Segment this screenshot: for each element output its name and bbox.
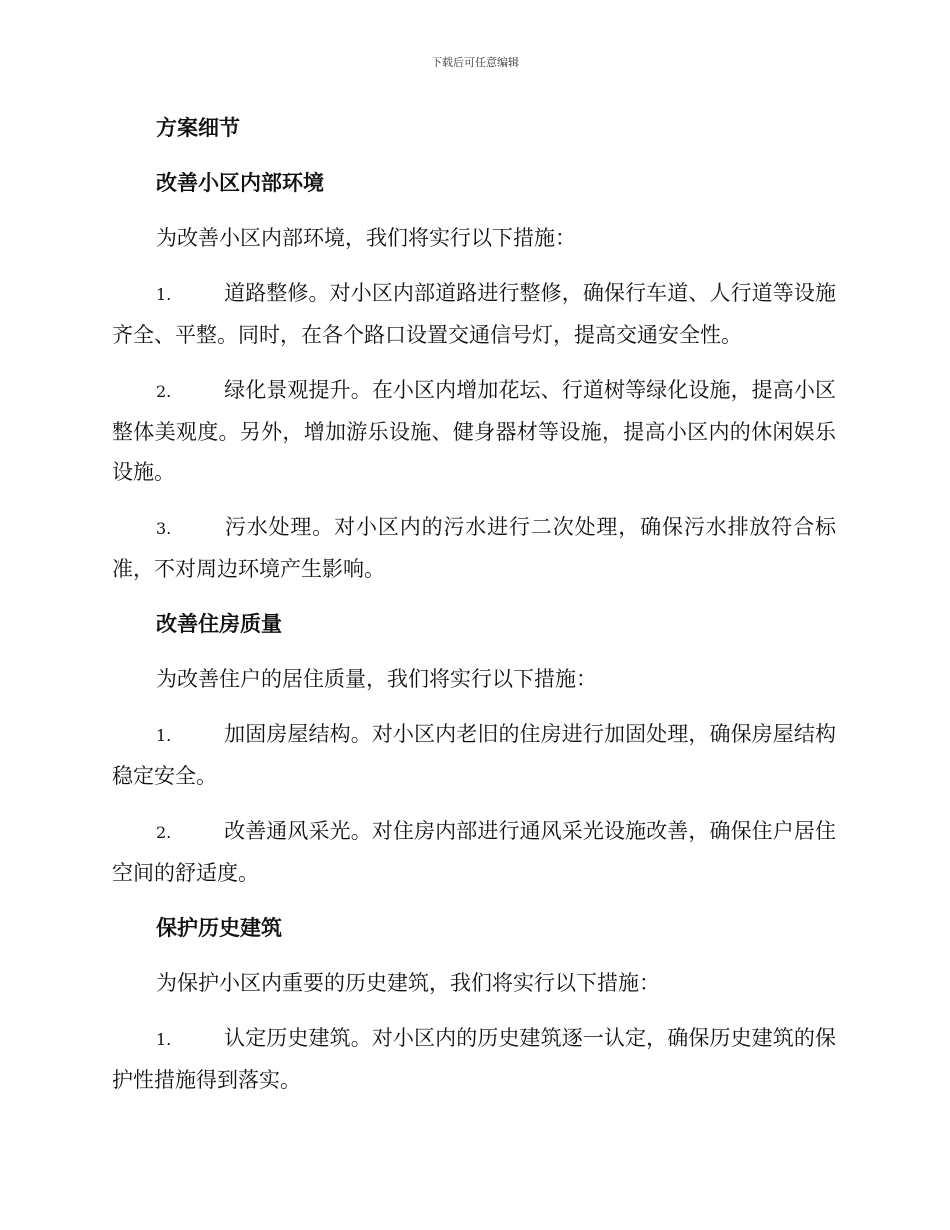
section-intro: 为改善小区内部环境，我们将实行以下措施： [156,226,576,250]
section-intro: 为保护小区内重要的历史建筑，我们将实行以下措施： [156,971,660,995]
list-item-text: 污水处理。对小区内的污水进行二次处理，确保污水排放符合标准，不对周边环境产生影响。 [112,515,836,581]
document-title: 方案细节 [156,116,240,140]
section-heading: 保护历史建筑 [156,916,282,940]
list-item-number: 2. [156,823,172,842]
page-header: 下载后可任意编辑 [431,56,519,69]
list-item [112,1018,836,1100]
document-body [112,108,836,1115]
list-item [112,811,836,893]
list-item-number: 1. [156,285,172,304]
list-item-text: 加固房屋结构。对小区内老旧的住房进行加固处理，确保房屋结构稳定安全。 [112,722,836,788]
section-heading: 改善住房质量 [156,612,282,636]
list-item [112,714,836,796]
list-item-number: 3. [156,519,172,538]
list-item-text: 认定历史建筑。对小区内的历史建筑逐一认定，确保历史建筑的保护性措施得到落实。 [112,1026,836,1092]
list-item [112,370,836,492]
list-item-number: 1. [156,726,172,745]
list-item-text: 道路整修。对小区内部道路进行整修，确保行车道、人行道等设施齐全、平整。同时，在各个路口设置交通信号灯，提高交通安全性。 [112,281,836,347]
list-item-number: 2. [156,382,172,401]
list-item-text: 改善通风采光。对住房内部进行通风采光设施改善，确保住户居住空间的舒适度。 [112,819,836,885]
list-item-text: 绿化景观提升。在小区内增加花坛、行道树等绿化设施，提高小区整体美观度。另外，增加游乐设施、健身器材等设施，提高小区内的休闲娱乐设施。 [112,378,836,484]
list-item [112,507,836,589]
section-intro: 为改善住户的居住质量，我们将实行以下措施： [156,667,597,691]
list-item [112,273,836,355]
section-heading: 改善小区内部环境 [156,171,324,195]
list-item-number: 1. [156,1030,172,1049]
